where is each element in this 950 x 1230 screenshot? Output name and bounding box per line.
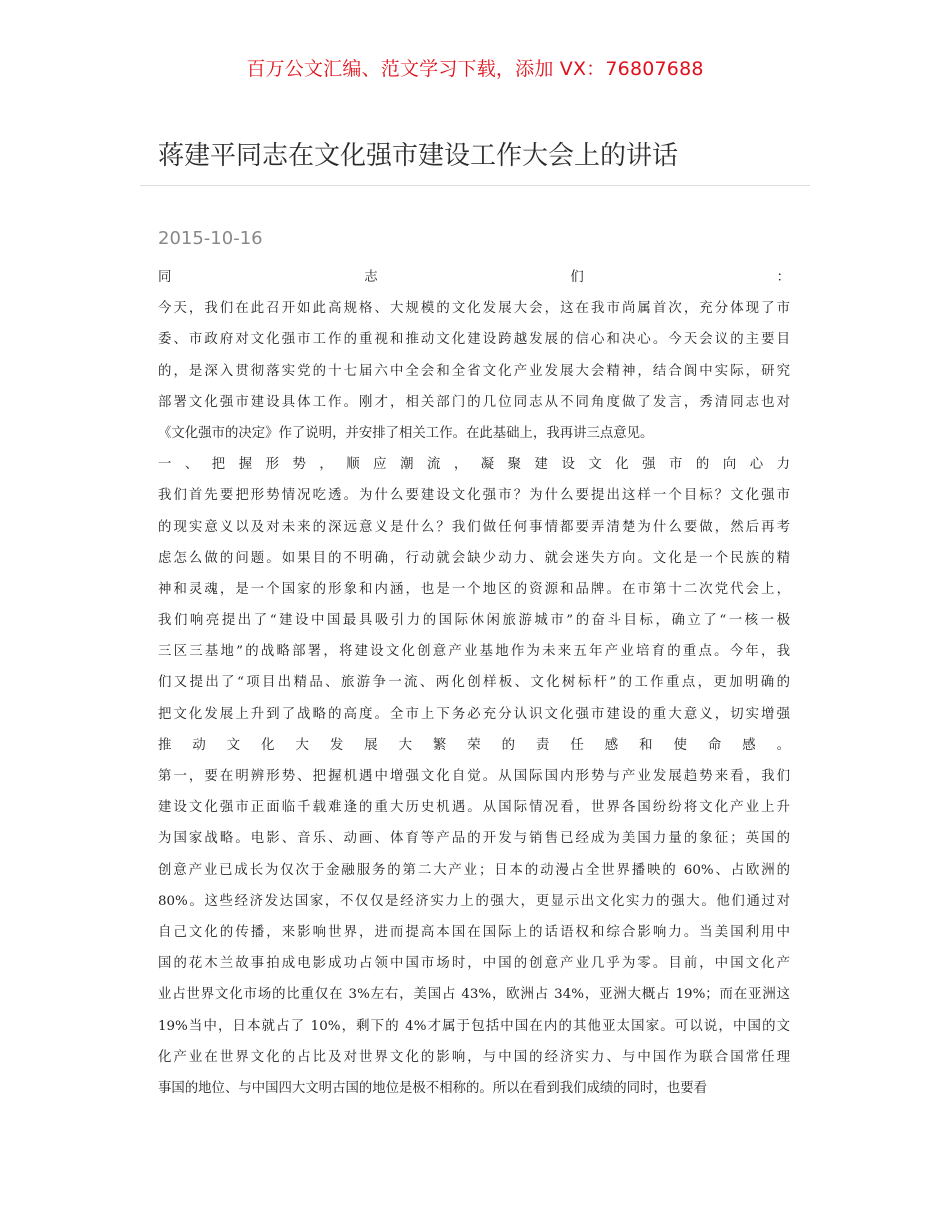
body-line: 事国的地位、与中国四大文明古国的地位是极不相称的。所以在看到我们成绩的同时，也要看 — [158, 1080, 708, 1096]
body-line: 创意产业已成长为仅次于金融服务的第二大产业；日本的动漫占全世界播映的 60%、占欧洲的 — [158, 862, 790, 878]
body-line: 虑怎么做的问题。如果目的不明确，行动就会缺少动力、就会迷失方向。文化是一个民族的精 — [158, 550, 790, 566]
body-line: 业占世界文化市场的比重仅在 3%左右，美国占 43%，欧洲占 34%，亚洲大概占 19%；而在亚洲这 — [158, 987, 790, 1003]
body-line: 把文化发展上升到了战略的高度。全市上下务必充分认识文化强市建设的重大意义，切实增强 — [158, 706, 790, 722]
body-line: 为国家战略。电影、音乐、动画、体育等产品的开发与销售已经成为美国力量的象征；英国的 — [158, 831, 790, 847]
body-line: 们又提出了“项目出精品、旅游争一流、两化创样板、文化树标杆”的工作重点，更加明确的 — [158, 675, 790, 691]
body-line: 部署文化强市建设具体工作。刚才，相关部门的几位同志从不同角度做了发言，秀清同志也对 — [158, 394, 790, 410]
body-line: 80%。这些经济发达国家，不仅仅是经济实力上的强大，更显示出文化实力的强大。他们通过对 — [158, 893, 790, 909]
watermark-banner: 百万公文汇编、范文学习下载，添加 VX：76807688 — [246, 58, 704, 80]
body-line: 我们首先要把形势情况吃透。为什么要建设文化强市？为什么要提出这样一个目标？文化强市 — [158, 488, 790, 504]
article-date: 2015-10-16 — [158, 228, 263, 249]
body-line: 国的花木兰故事拍成电影成功占领中国市场时，中国的创意产业几乎为零。目前，中国文化产 — [158, 956, 790, 972]
body-line: 一、把握形势，顺应潮流，凝聚建设文化强市的向心力 — [158, 457, 790, 473]
article-body — [158, 262, 790, 1104]
body-line: 神和灵魂，是一个国家的形象和内涵，也是一个地区的资源和品牌。在市第十二次党代会上， — [158, 581, 790, 597]
body-line: 委、市政府对文化强市工作的重视和推动文化建设跨越发展的信心和决心。今天会议的主要目 — [158, 332, 790, 348]
body-line: 第一，要在明辨形势、把握机遇中增强文化自觉。从国际国内形势与产业发展趋势来看，我们 — [158, 769, 790, 784]
body-line: 的，是深入贯彻落实党的十七届六中全会和全省文化产业发展大会精神，结合阆中实际，研究 — [158, 363, 790, 379]
body-line: 三区三基地”的战略部署，将建设文化创意产业基地作为未来五年产业培育的重点。今年，我 — [158, 644, 790, 660]
body-line: 《文化强市的决定》作了说明，并安排了相关工作。在此基础上，我再讲三点意见。 — [158, 425, 654, 441]
body-line: 19%当中，日本就占了 10%，剩下的 4%才属于包括中国在内的其他亚太国家。可以说，中国的文 — [158, 1018, 790, 1034]
body-line: 今天，我们在此召开如此高规格、大规模的文化发展大会，这在我市尚属首次，充分体现了市 — [158, 301, 790, 317]
body-line: 推动文化大发展大繁荣的责任感和使命感。 — [158, 737, 790, 753]
body-line: 同 志 们 ： — [158, 270, 790, 285]
title-divider — [140, 185, 810, 186]
body-line: 的现实意义以及对未来的深远意义是什么？我们做任何事情都要弄清楚为什么要做，然后再考 — [158, 519, 790, 535]
body-line: 我们响亮提出了“建设中国最具吸引力的国际休闲旅游城市”的奋斗目标，确立了“一核一极 — [158, 613, 790, 629]
body-line: 建设文化强市正面临千载难逢的重大历史机遇。从国际情况看，世界各国纷纷将文化产业上升 — [158, 800, 790, 816]
body-line: 自己文化的传播，来影响世界，进而提高本国在国际上的话语权和综合影响力。当美国利用中 — [158, 924, 790, 940]
body-line: 化产业在世界文化的占比及对世界文化的影响，与中国的经济实力、与中国作为联合国常任理 — [158, 1049, 790, 1065]
article-title: 蒋建平同志在文化强市建设工作大会上的讲话 — [158, 141, 679, 171]
